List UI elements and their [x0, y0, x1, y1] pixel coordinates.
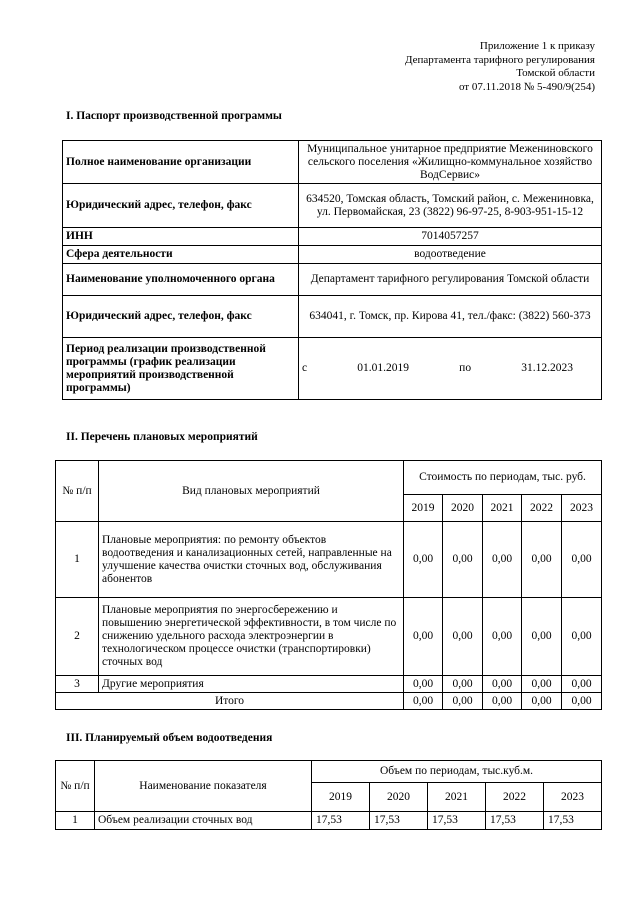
header-year: 2021 [483, 495, 522, 522]
header-year: 2019 [404, 495, 443, 522]
total-value: 0,00 [483, 693, 522, 710]
header-cost: Стоимость по периодам, тыс. руб. [404, 461, 602, 495]
header-year: 2021 [428, 783, 486, 812]
row-value: 17,53 [312, 812, 370, 830]
row-value: 0,00 [404, 522, 443, 598]
period-from-word: с [302, 362, 308, 374]
appendix-line-1: Приложение 1 к приказу [479, 40, 595, 52]
appendix-header [405, 40, 595, 94]
passport-label: Юридический адрес, телефон, факс [63, 184, 299, 228]
total-value: 0,00 [404, 693, 443, 710]
appendix-line-4: от 07.11.2018 № 5-490/9(254) [458, 80, 595, 93]
period-from-date: 01.01.2019 [357, 362, 410, 374]
header-year: 2023 [544, 783, 602, 812]
passport-value: Муниципальное унитарное предприятие Межениновского сельского поселения «Жилищно-коммунальное хозяйство ВодСервис» [299, 141, 602, 184]
period-to-word: по [459, 362, 472, 374]
row-name: Другие мероприятия [99, 676, 404, 693]
table-row [56, 676, 602, 693]
section-3-title: III. Планируемый объем водоотведения [66, 732, 273, 744]
table-row [56, 812, 602, 830]
total-value: 0,00 [443, 693, 483, 710]
header-year: 2022 [522, 495, 562, 522]
volume-table [55, 760, 602, 830]
header-name: Наименование показателя [95, 761, 312, 812]
period-value [299, 338, 602, 400]
passport-value: 634041, г. Томск, пр. Кирова 41, тел./факс: (3822) 560-373 [299, 296, 602, 338]
row-value: 0,00 [562, 522, 602, 598]
passport-period-row [63, 338, 602, 400]
passport-row [63, 184, 602, 228]
appendix-line-3: Томской области [516, 67, 595, 79]
total-value: 0,00 [522, 693, 562, 710]
header-year: 2020 [370, 783, 428, 812]
row-num: 1 [56, 522, 99, 598]
row-value: 0,00 [562, 676, 602, 693]
passport-label: Сфера деятельности [63, 246, 299, 264]
passport-label: Полное наименование организации [63, 141, 299, 184]
header-year: 2022 [486, 783, 544, 812]
header-num: № п/п [56, 761, 95, 812]
row-value: 17,53 [544, 812, 602, 830]
measures-header-row [56, 461, 602, 495]
row-value: 0,00 [443, 598, 483, 676]
row-value: 0,00 [522, 676, 562, 693]
row-num: 3 [56, 676, 99, 693]
passport-row [63, 246, 602, 264]
passport-table [62, 140, 602, 400]
passport-label: Наименование уполномоченного органа [63, 264, 299, 296]
period-to-date: 31.12.2023 [521, 362, 573, 374]
total-label: Итого [56, 693, 404, 710]
passport-value: 634520, Томская область, Томский район, с. Межениновка, ул. Первомайская, 23 (3822) 96-97-25, 8-903-951-15-12 [299, 184, 602, 228]
row-value: 0,00 [483, 598, 522, 676]
row-value: 0,00 [443, 676, 483, 693]
passport-label: Юридический адрес, телефон, факс [63, 296, 299, 338]
row-name: Плановые мероприятия по энергосбережению и повышению энергетической эффективности, в том числе по снижению удельного расхода электроэнергии в технологическом процессе очистки (транспортировки) сточных вод [99, 598, 404, 676]
row-value: 17,53 [486, 812, 544, 830]
header-volume: Объем по периодам, тыс.куб.м. [312, 761, 602, 783]
section-2-title: II. Перечень плановых мероприятий [66, 431, 258, 443]
total-value: 0,00 [562, 693, 602, 710]
passport-label: ИНН [63, 228, 299, 246]
header-num: № п/п [56, 461, 99, 522]
row-value: 0,00 [522, 522, 562, 598]
passport-row [63, 228, 602, 246]
passport-value: 7014057257 [299, 228, 602, 246]
row-value: 17,53 [428, 812, 486, 830]
row-value: 0,00 [404, 598, 443, 676]
row-num: 1 [56, 812, 95, 830]
row-num: 2 [56, 598, 99, 676]
row-value: 0,00 [443, 522, 483, 598]
passport-row [63, 141, 602, 184]
passport-row [63, 264, 602, 296]
row-value: 17,53 [370, 812, 428, 830]
appendix-line-2: Департамента тарифного регулирования [404, 53, 595, 66]
measures-table [55, 460, 602, 710]
table-row [56, 598, 602, 676]
row-value: 0,00 [522, 598, 562, 676]
row-value: 0,00 [483, 676, 522, 693]
row-name: Объем реализации сточных вод [95, 812, 312, 830]
row-value: 0,00 [483, 522, 522, 598]
section-1-title: I. Паспорт производственной программы [66, 110, 282, 122]
header-year: 2019 [312, 783, 370, 812]
passport-value: Департамент тарифного регулирования Томской области [299, 264, 602, 296]
table-row [56, 522, 602, 598]
header-year: 2023 [562, 495, 602, 522]
row-name: Плановые мероприятия: по ремонту объектов водоотведения и канализационных сетей, направленные на улучшение качества очистки сточных вод, обслуживания абонентов [99, 522, 404, 598]
volume-header-row [56, 761, 602, 783]
total-row [56, 693, 602, 710]
passport-value: водоотведение [299, 246, 602, 264]
passport-row [63, 296, 602, 338]
row-value: 0,00 [562, 598, 602, 676]
row-value: 0,00 [404, 676, 443, 693]
header-year: 2020 [443, 495, 483, 522]
header-kind: Вид плановых мероприятий [99, 461, 404, 522]
period-label: Период реализации производственной программы (график реализации мероприятий производственной программы) [63, 338, 299, 400]
